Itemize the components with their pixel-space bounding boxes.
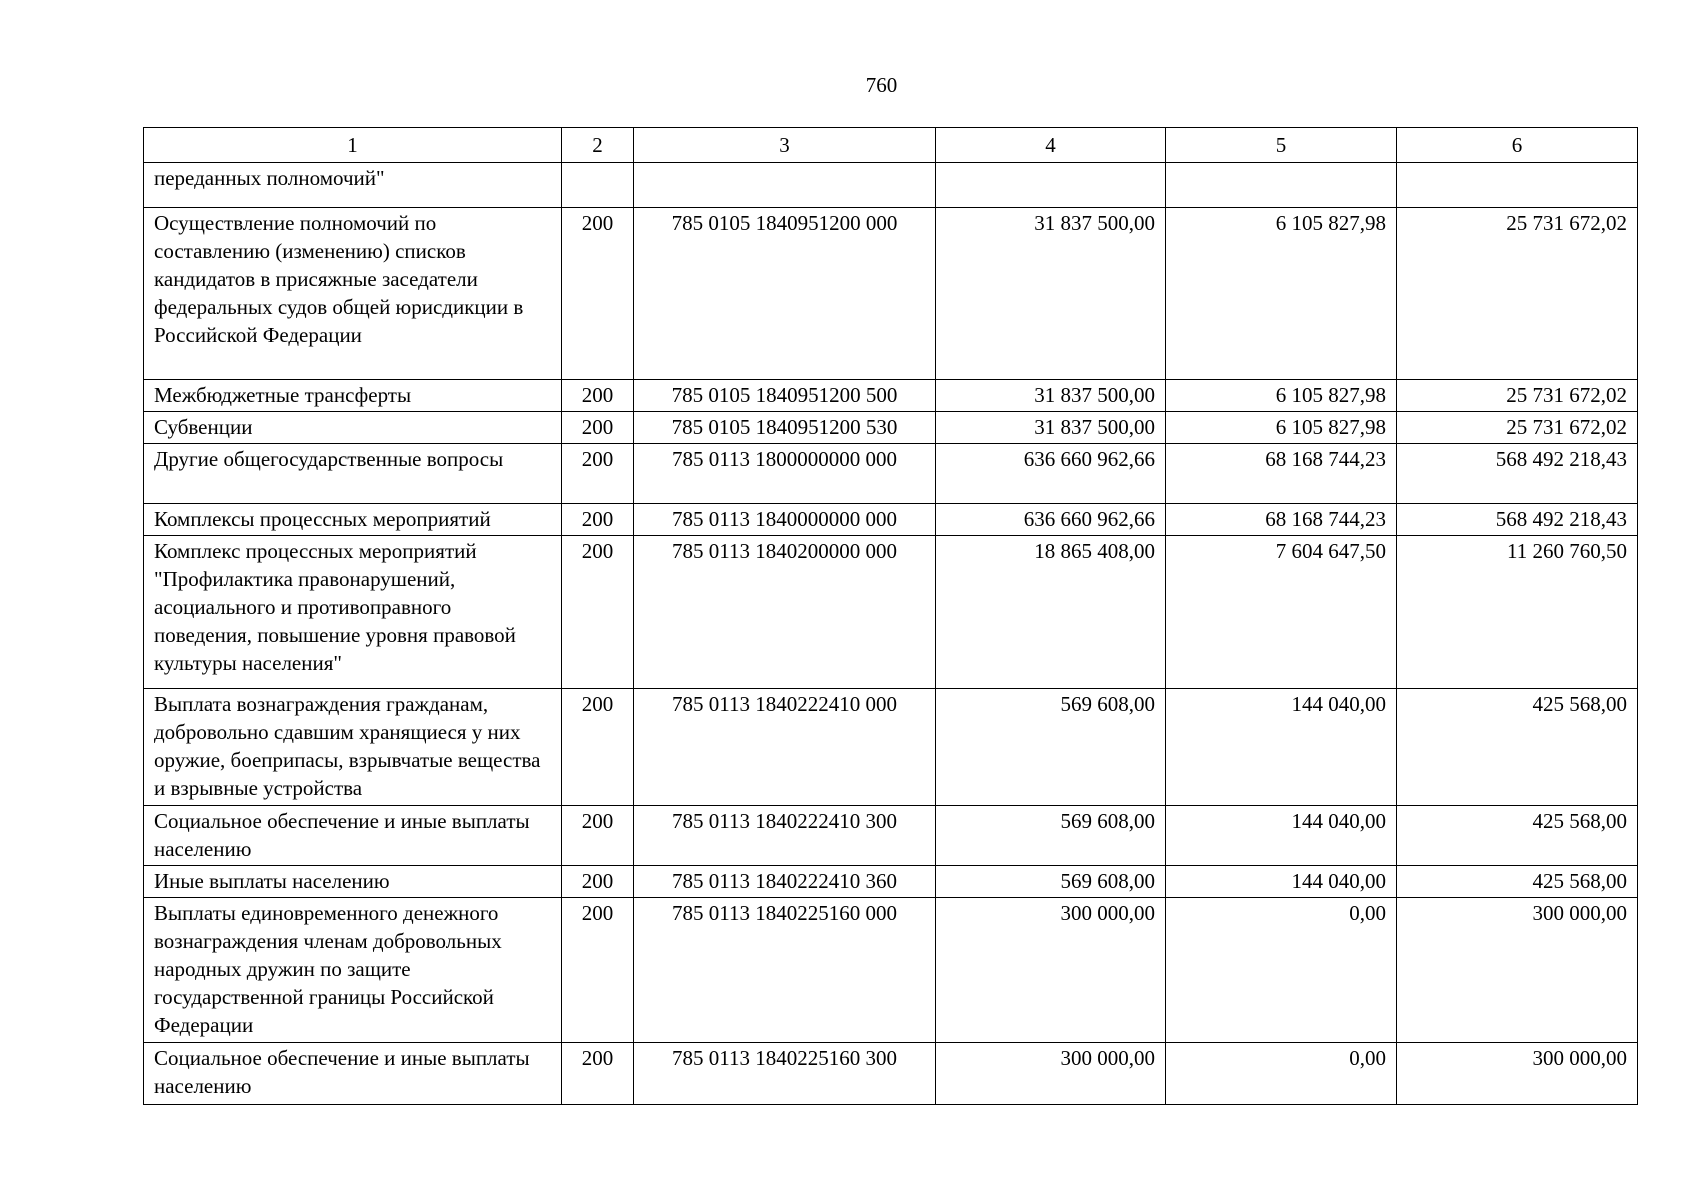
row-executed: 0,00 — [1166, 898, 1397, 1043]
row-code: 200 — [562, 504, 634, 536]
row-code: 200 — [562, 689, 634, 806]
row-executed: 68 168 744,23 — [1166, 504, 1397, 536]
row-approved: 569 608,00 — [936, 806, 1166, 866]
row-executed: 144 040,00 — [1166, 689, 1397, 806]
row-executed: 7 604 647,50 — [1166, 536, 1397, 689]
row-approved: 31 837 500,00 — [936, 380, 1166, 412]
row-code: 200 — [562, 444, 634, 504]
row-executed: 6 105 827,98 — [1166, 208, 1397, 380]
column-header: 1 — [144, 128, 562, 163]
row-approved: 31 837 500,00 — [936, 208, 1166, 380]
row-name: Комплексы процессных мероприятий — [144, 504, 562, 536]
row-kbk: 785 0113 1840222410 300 — [634, 806, 936, 866]
row-kbk: 785 0105 1840951200 500 — [634, 380, 936, 412]
row-approved: 569 608,00 — [936, 689, 1166, 806]
row-name: Социальное обеспечение и иные выплаты населению — [144, 1043, 562, 1105]
budget-table — [143, 127, 1638, 1105]
row-kbk: 785 0113 1840200000 000 — [634, 536, 936, 689]
row-kbk: 785 0113 1840222410 360 — [634, 866, 936, 898]
row-kbk — [634, 163, 936, 208]
row-name: Выплата вознаграждения гражданам, добровольно сдавшим хранящиеся у них оружие, боеприпасы, взрывчатые вещества и взрывные устройства — [144, 689, 562, 806]
row-remaining: 25 731 672,02 — [1397, 380, 1638, 412]
row-name: Субвенции — [144, 412, 562, 444]
column-header: 2 — [562, 128, 634, 163]
table-row — [144, 689, 1638, 806]
row-approved: 300 000,00 — [936, 898, 1166, 1043]
row-remaining: 300 000,00 — [1397, 1043, 1638, 1105]
table-row — [144, 806, 1638, 866]
column-header: 5 — [1166, 128, 1397, 163]
row-remaining: 568 492 218,43 — [1397, 504, 1638, 536]
row-name: Другие общегосударственные вопросы — [144, 444, 562, 504]
row-executed: 144 040,00 — [1166, 866, 1397, 898]
row-remaining: 425 568,00 — [1397, 806, 1638, 866]
row-remaining: 425 568,00 — [1397, 866, 1638, 898]
row-name: Выплаты единовременного денежного вознаграждения членам добровольных народных дружин по защите государственной границы Российской Федерации — [144, 898, 562, 1043]
row-kbk: 785 0105 1840951200 000 — [634, 208, 936, 380]
row-executed: 6 105 827,98 — [1166, 412, 1397, 444]
row-kbk: 785 0113 1840222410 000 — [634, 689, 936, 806]
table-row — [144, 380, 1638, 412]
row-code: 200 — [562, 806, 634, 866]
table-row — [144, 504, 1638, 536]
table-row — [144, 898, 1638, 1043]
row-code: 200 — [562, 898, 634, 1043]
column-header: 4 — [936, 128, 1166, 163]
row-remaining: 25 731 672,02 — [1397, 412, 1638, 444]
row-code: 200 — [562, 380, 634, 412]
row-name: переданных полномочий" — [144, 163, 562, 208]
row-kbk: 785 0113 1840000000 000 — [634, 504, 936, 536]
table-row — [144, 412, 1638, 444]
row-name: Комплекс процессных мероприятий "Профилактика правонарушений, асоциального и противоправного поведения, повышение уровня правовой культуры населения" — [144, 536, 562, 689]
table-row — [144, 444, 1638, 504]
column-header: 3 — [634, 128, 936, 163]
table-row — [144, 536, 1638, 689]
row-approved: 569 608,00 — [936, 866, 1166, 898]
table-row — [144, 866, 1638, 898]
row-executed: 0,00 — [1166, 1043, 1397, 1105]
row-executed: 144 040,00 — [1166, 806, 1397, 866]
table-row — [144, 208, 1638, 380]
row-remaining: 300 000,00 — [1397, 898, 1638, 1043]
row-name: Социальное обеспечение и иные выплаты населению — [144, 806, 562, 866]
row-approved — [936, 163, 1166, 208]
row-remaining — [1397, 163, 1638, 208]
row-approved: 31 837 500,00 — [936, 412, 1166, 444]
row-code: 200 — [562, 866, 634, 898]
row-code: 200 — [562, 412, 634, 444]
row-kbk: 785 0113 1800000000 000 — [634, 444, 936, 504]
page-number: 760 — [865, 73, 898, 97]
row-name: Межбюджетные трансферты — [144, 380, 562, 412]
row-remaining: 425 568,00 — [1397, 689, 1638, 806]
row-code: 200 — [562, 1043, 634, 1105]
row-kbk: 785 0105 1840951200 530 — [634, 412, 936, 444]
row-name: Иные выплаты населению — [144, 866, 562, 898]
row-code — [562, 163, 634, 208]
row-approved: 636 660 962,66 — [936, 504, 1166, 536]
row-code: 200 — [562, 536, 634, 689]
row-executed — [1166, 163, 1397, 208]
row-approved: 636 660 962,66 — [936, 444, 1166, 504]
column-header: 6 — [1397, 128, 1638, 163]
row-remaining: 25 731 672,02 — [1397, 208, 1638, 380]
table-row — [144, 163, 1638, 208]
row-executed: 68 168 744,23 — [1166, 444, 1397, 504]
row-kbk: 785 0113 1840225160 300 — [634, 1043, 936, 1105]
row-remaining: 568 492 218,43 — [1397, 444, 1638, 504]
row-approved: 18 865 408,00 — [936, 536, 1166, 689]
row-approved: 300 000,00 — [936, 1043, 1166, 1105]
row-code: 200 — [562, 208, 634, 380]
row-kbk: 785 0113 1840225160 000 — [634, 898, 936, 1043]
row-name: Осуществление полномочий по составлению (изменению) списков кандидатов в присяжные заседатели федеральных судов общей юрисдикции в Российской Федерации — [144, 208, 562, 380]
row-remaining: 11 260 760,50 — [1397, 536, 1638, 689]
table-header-row — [144, 128, 1638, 163]
table-row — [144, 1043, 1638, 1105]
row-executed: 6 105 827,98 — [1166, 380, 1397, 412]
